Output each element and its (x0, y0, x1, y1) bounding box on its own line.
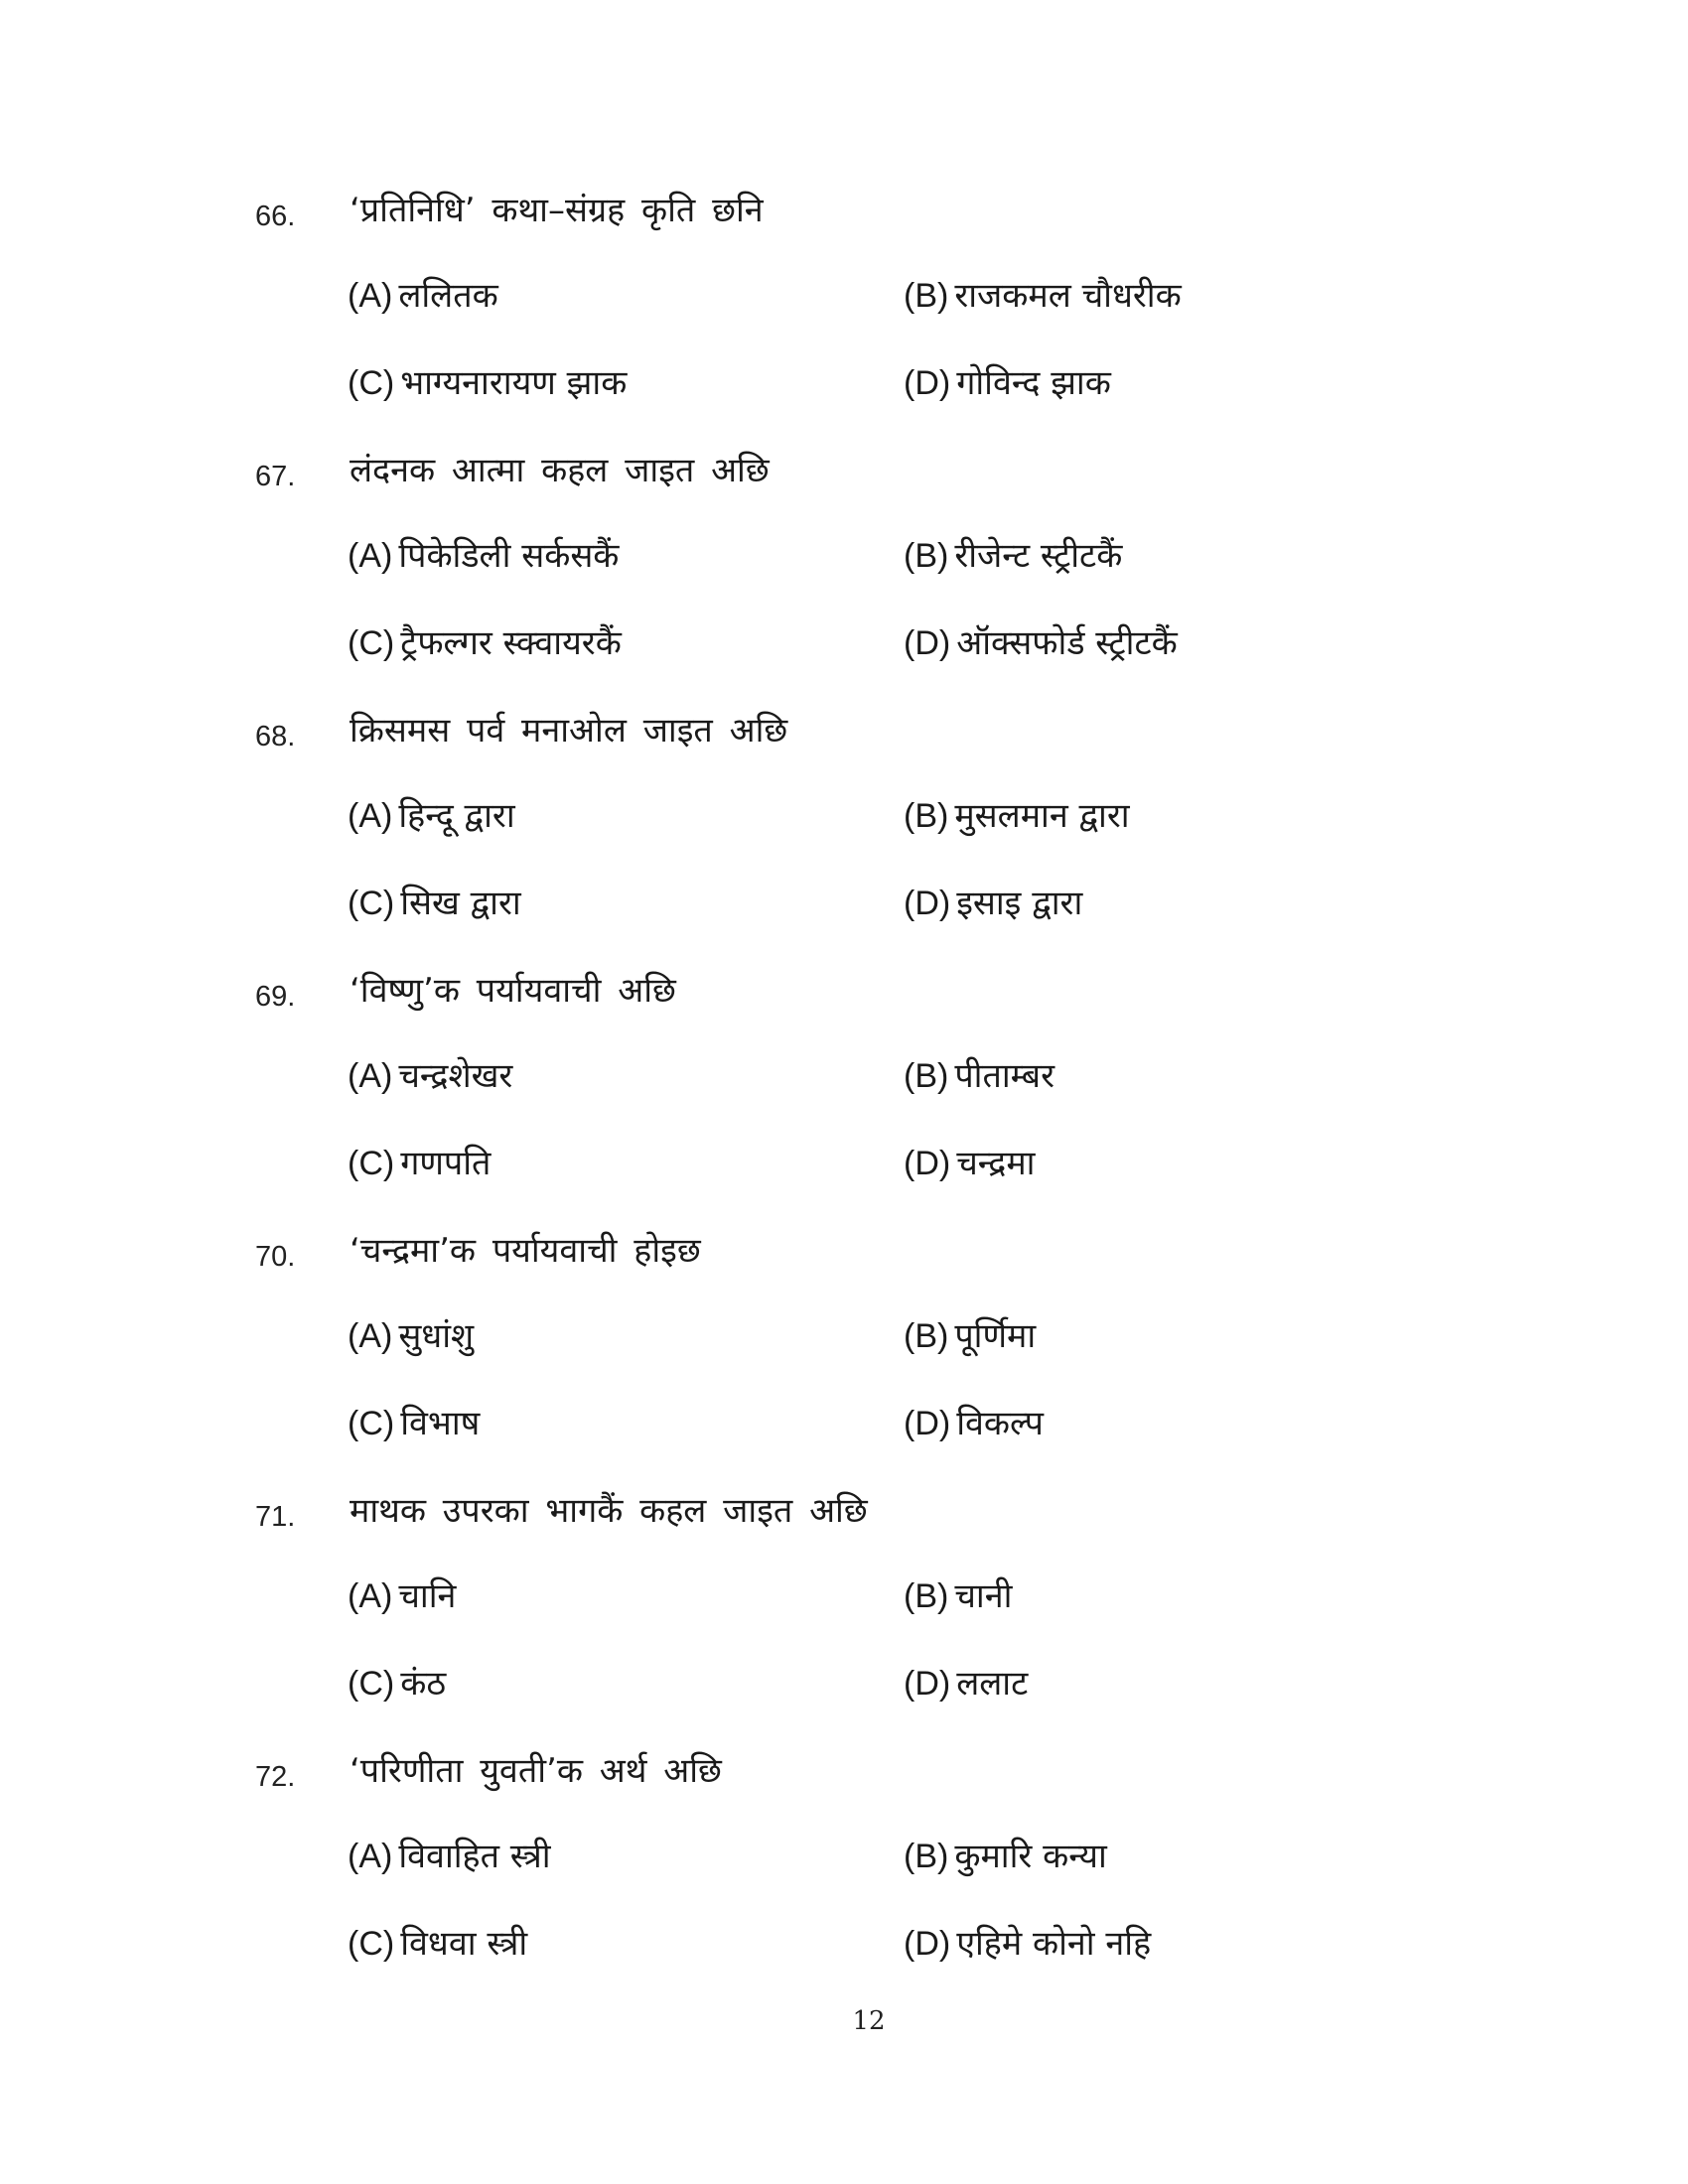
question-stem (0, 1489, 1688, 1539)
option-a (348, 1314, 474, 1358)
option-d (904, 1402, 1044, 1445)
option-c (348, 1142, 491, 1185)
option-d (904, 1922, 1151, 1966)
option-label: (C) (348, 1145, 395, 1182)
question-stem (0, 1749, 1688, 1799)
question-text: ‘चन्द्रमा’क पर्यायवाची होइछ (350, 1231, 701, 1271)
option-text: गणपति (400, 1144, 492, 1183)
question-text: क्रिसमस पर्व मनाओल जाइत अछि (350, 711, 788, 751)
option-label: (C) (348, 1925, 395, 1963)
option-text: मुसलमान द्वारा (954, 796, 1130, 836)
option-text: पीताम्बर (954, 1056, 1055, 1096)
question-number: 71. (255, 1501, 296, 1533)
question-text: ‘परिणीता युवती’क अर्थ अछि (350, 1751, 722, 1791)
option-text: पिकेडिली सर्कसकैं (398, 536, 620, 576)
option-text: ट्रैफल्गर स्क्वायरकैं (400, 623, 622, 663)
question-70 (0, 1229, 1688, 1489)
option-text: गोविन्द झाक (956, 363, 1111, 403)
option-label: (A) (348, 537, 393, 575)
option-label: (D) (904, 1665, 951, 1703)
question-69 (0, 969, 1688, 1229)
option-text: ललाट (956, 1664, 1029, 1704)
option-label: (C) (348, 885, 395, 922)
option-label: (C) (348, 364, 395, 402)
option-d (904, 882, 1082, 925)
option-label: (B) (904, 1577, 949, 1615)
question-stem (0, 189, 1688, 238)
option-label: (B) (904, 1838, 949, 1875)
option-b (904, 1574, 1012, 1618)
option-label: (B) (904, 537, 949, 575)
question-67 (0, 449, 1688, 709)
option-text: चानि (398, 1576, 457, 1616)
option-c (348, 361, 627, 405)
option-text: विवाहित स्त्री (398, 1837, 551, 1876)
option-c (348, 1662, 446, 1706)
question-number: 70. (255, 1241, 296, 1273)
option-b (904, 534, 1122, 578)
question-stem (0, 449, 1688, 498)
option-a (348, 1574, 456, 1618)
option-label: (B) (904, 277, 949, 315)
option-text: ललितक (398, 276, 498, 316)
option-text: विकल्प (956, 1404, 1044, 1443)
option-b (904, 1314, 1036, 1358)
option-d (904, 1662, 1028, 1706)
option-text: एहिमे कोनो नहि (956, 1924, 1152, 1964)
option-text: विभाष (400, 1404, 481, 1443)
option-label: (B) (904, 797, 949, 835)
option-label: (A) (348, 1838, 393, 1875)
option-a (348, 534, 619, 578)
option-c (348, 621, 622, 665)
option-label: (B) (904, 1317, 949, 1355)
option-label: (A) (348, 1317, 393, 1355)
option-c (348, 882, 521, 925)
option-label: (D) (904, 1925, 951, 1963)
question-text: ‘विष्णु’क पर्यायवाची अछि (350, 971, 676, 1011)
option-c (348, 1922, 527, 1966)
question-stem (0, 969, 1688, 1019)
question-text: लंदनक आत्मा कहल जाइत अछि (350, 451, 770, 490)
page-number: 12 (852, 2006, 886, 2036)
option-b (904, 1054, 1055, 1098)
option-text: भाग्यनारायण झाक (400, 363, 628, 403)
option-label: (A) (348, 277, 393, 315)
option-text: विधवा स्त्री (400, 1924, 528, 1964)
option-a (348, 274, 498, 318)
question-72 (0, 1749, 1688, 2009)
option-label: (D) (904, 624, 951, 662)
option-text: कंठ (400, 1664, 447, 1704)
option-label: (C) (348, 624, 395, 662)
option-d (904, 361, 1111, 405)
option-label: (D) (904, 885, 951, 922)
option-label: (D) (904, 1145, 951, 1182)
option-label: (D) (904, 364, 951, 402)
option-text: रीजेन्ट स्ट्रीटकैं (954, 536, 1123, 576)
question-text: माथक उपरका भागकैं कहल जाइत अछि (350, 1491, 868, 1531)
option-label: (A) (348, 1577, 393, 1615)
question-66 (0, 189, 1688, 449)
option-text: हिन्दू द्वारा (398, 796, 515, 836)
option-b (904, 794, 1130, 838)
option-text: चन्द्रशेखर (398, 1056, 513, 1096)
option-label: (D) (904, 1405, 951, 1442)
option-a (348, 794, 515, 838)
option-label: (A) (348, 797, 393, 835)
option-label: (C) (348, 1665, 395, 1703)
option-text: इसाइ द्वारा (956, 884, 1083, 923)
option-c (348, 1402, 480, 1445)
option-text: ऑक्सफोर्ड स्ट्रीटकैं (956, 623, 1178, 663)
option-a (348, 1054, 512, 1098)
question-number: 69. (255, 981, 296, 1013)
option-text: सिख द्वारा (400, 884, 521, 923)
option-text: पूर्णिमा (954, 1316, 1037, 1356)
option-d (904, 621, 1178, 665)
option-a (348, 1835, 551, 1878)
question-number: 68. (255, 721, 296, 752)
question-text: ‘प्रतिनिधि’ कथा–संग्रह कृति छनि (350, 191, 764, 230)
question-stem (0, 1229, 1688, 1279)
option-text: चानी (954, 1576, 1013, 1616)
question-number: 66. (255, 201, 296, 232)
option-text: राजकमल चौधरीक (954, 276, 1182, 316)
question-stem (0, 709, 1688, 758)
question-number: 67. (255, 461, 296, 492)
option-b (904, 1835, 1107, 1878)
option-b (904, 274, 1182, 318)
option-text: कुमारि कन्या (954, 1837, 1107, 1876)
question-number: 72. (255, 1761, 296, 1793)
option-label: (A) (348, 1057, 393, 1095)
option-label: (B) (904, 1057, 949, 1095)
question-71 (0, 1489, 1688, 1749)
option-label: (C) (348, 1405, 395, 1442)
option-d (904, 1142, 1036, 1185)
question-68 (0, 709, 1688, 969)
option-text: चन्द्रमा (956, 1144, 1036, 1183)
option-text: सुधांशु (398, 1316, 475, 1356)
